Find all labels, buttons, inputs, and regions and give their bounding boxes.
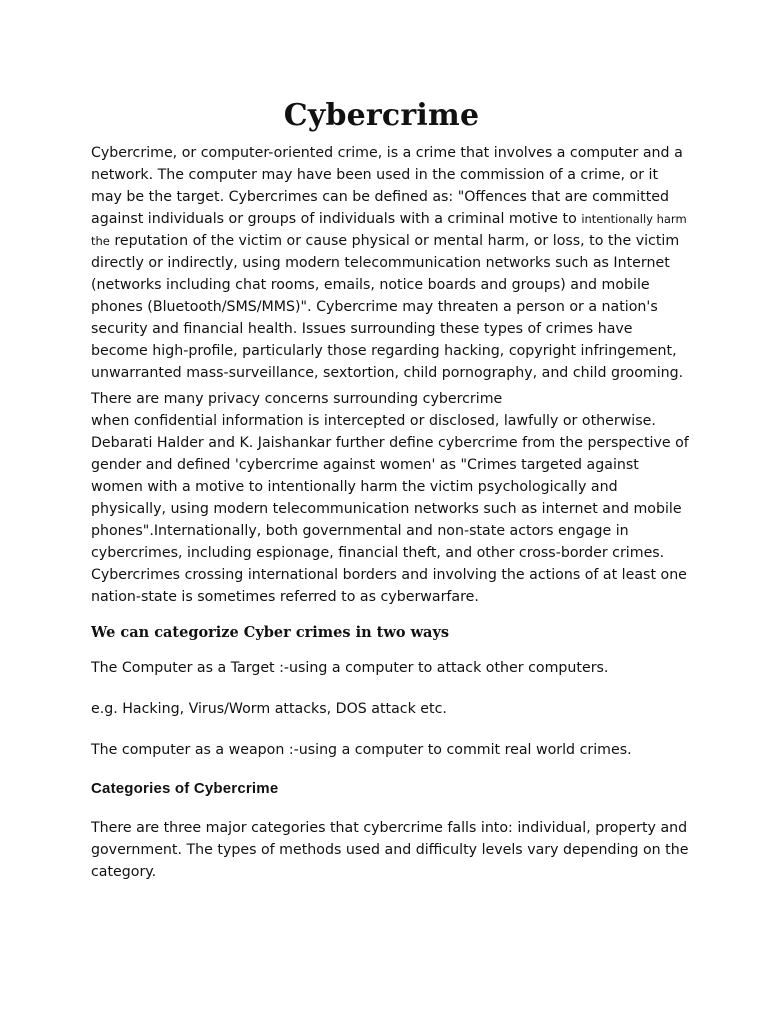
line-examples: e.g. Hacking, Virus/Worm attacks, DOS attack etc. xyxy=(91,701,447,717)
paragraph-definition-small-text: intentionally harm the xyxy=(91,212,687,248)
paragraph-definition-text-2: reputation of the victim or cause physical or mental harm, or loss, to the victim directly or indirectly, using modern telecommunication networks such as Internet (networks including chat rooms, emails, notice boards and groups) and mobile phones (Bluetooth/SMS/MMS)". Cybercrime may threaten a person or a nation's security and financial health. Issues surrounding these types of crimes have become high-profile, particularly those regarding hacking, copyright infringement, unwarranted mass-surveillance, sextortion, child pornography, and child grooming. xyxy=(91,233,684,381)
line-computer-as-weapon: The computer as a weapon :-using a computer to commit real world crimes. xyxy=(91,742,632,758)
heading-categorize: We can categorize Cyber crimes in two ways xyxy=(91,624,450,641)
paragraph-categories: There are three major categories that cybercrime falls into: individual, property and government. The types of methods used and difficulty levels vary depending on the category. xyxy=(91,820,689,880)
paragraph-privacy-rest: when confidential information is intercepted or disclosed, lawfully or otherwise. Debarati Halder and K. Jaishankar further define cybercrime from the perspective of gender and defined 'cybercrime against women' as "Crimes targeted against women with a motive to intentionally harm the victim psychologically and physically, using modern telecommunication networks such as internet and mobile phones".Internationally, both governmental and non-state actors engage in cybercrimes, including espionage, financial theft, and other cross-border crimes. Cybercrimes crossing international borders and involving the actions of at least one nation-state is sometimes referred to as cyberwarfare. xyxy=(91,413,689,605)
heading-categories: Categories of Cybercrime xyxy=(91,780,279,797)
paragraph-privacy xyxy=(91,388,692,608)
paragraph-definition-text-1: Cybercrime, or computer-oriented crime, is a crime that involves a computer and a network. The computer may have been used in the commission of a crime, or it may be the target. Cybercrimes can be defined as: "Offences that are committed against individuals or groups of individuals with a criminal motive to xyxy=(91,145,683,227)
line-computer-as-target: The Computer as a Target :-using a computer to attack other computers. xyxy=(91,660,609,676)
paragraph-definition xyxy=(91,142,692,384)
document-title: Cybercrime xyxy=(283,98,480,133)
paragraph-privacy-line-1: There are many privacy concerns surrounding cybercrime xyxy=(91,391,503,407)
